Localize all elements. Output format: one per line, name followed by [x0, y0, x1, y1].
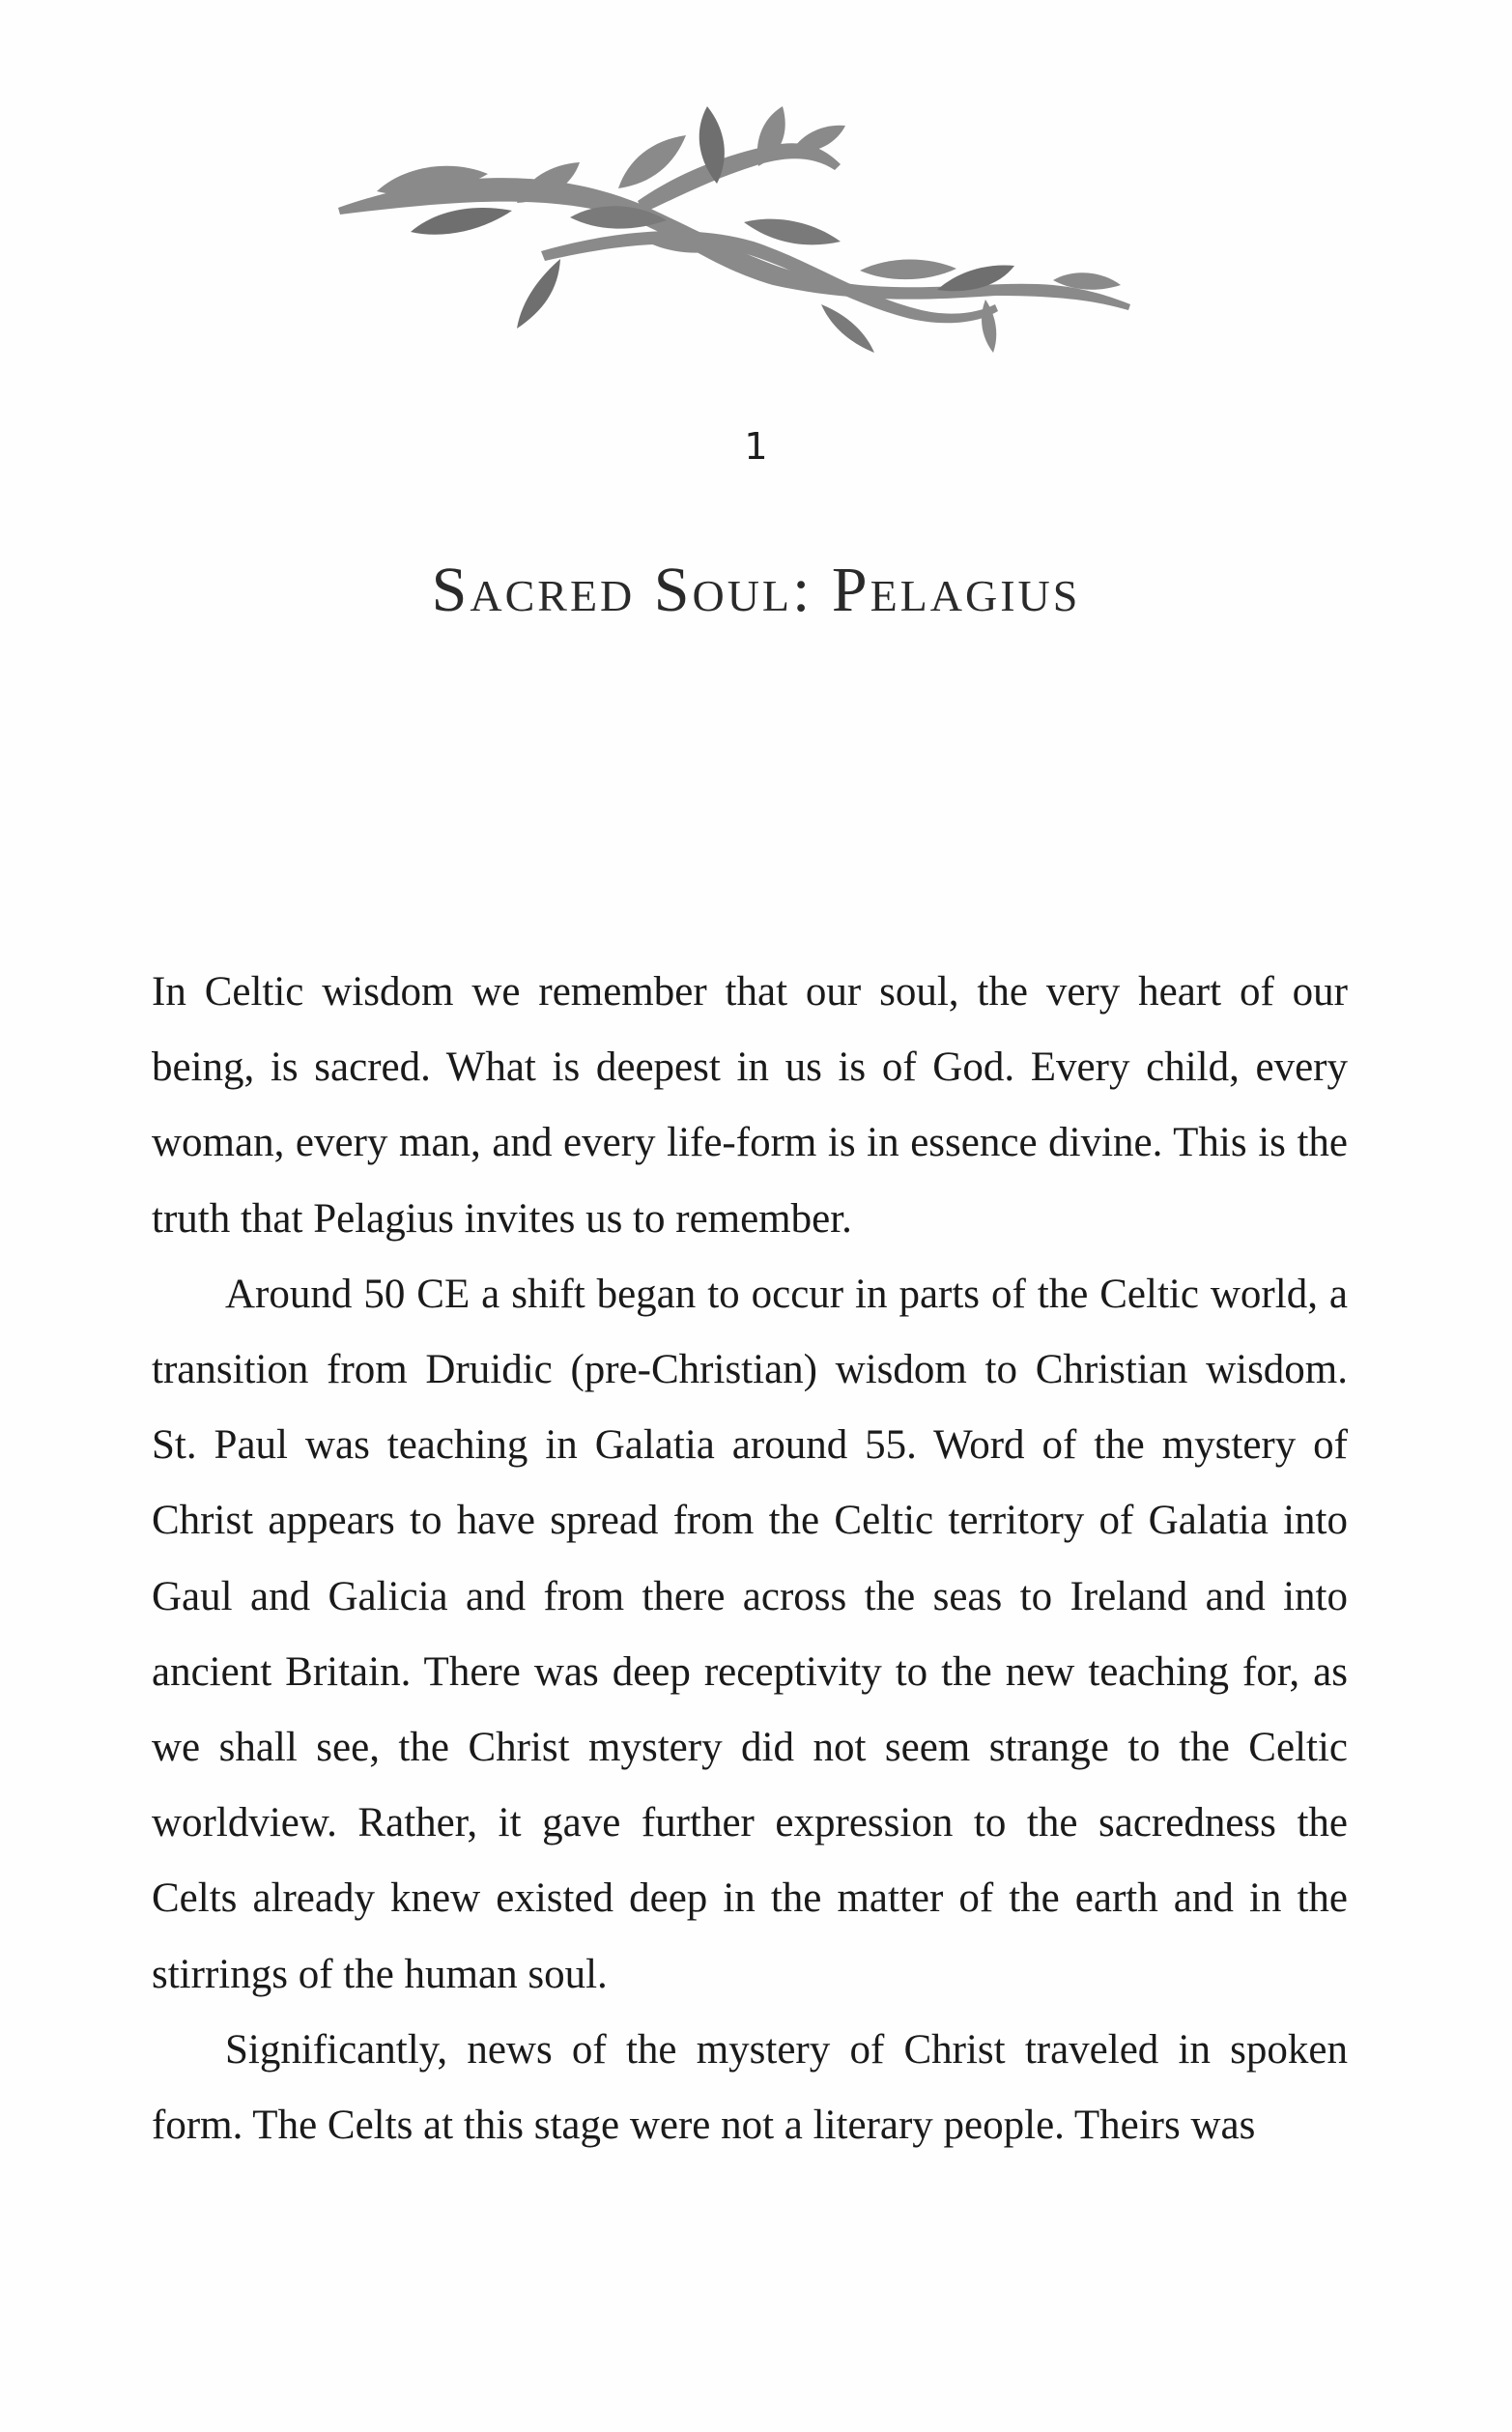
paragraph: Around 50 CE a shift began to occur in parts of the Celtic world, a transition from Druidic (pre-Christian) wisdom to Christian wisdom. St. Paul was teaching in Galatia around 55. Word of the mystery of Christ appears to have spread from the Celtic territory of Galatia into Gaul and Galicia and from there across the seas to Ireland and into ancient Britain. There was deep receptivity to the new teaching for, as we shall see, the Christ mystery did not seem strange to the Celtic worldview. Rather, it gave further expression to the sacredness the Celts already knew existed deep in the matter of the earth and in the stirrings of the human soul. — [152, 1271, 1348, 1997]
paragraph: Significantly, news of the mystery of Christ traveled in spoken form. The Celts at this stage were not a literary people. Theirs was — [152, 2026, 1348, 2149]
paragraph: In Celtic wisdom we remember that our soul, the very heart of our being, is sacred. What is deepest in us is of God. Every child, every woman, every man, and every life-form is in essence divine. This is the truth that Pelagius invites us to remember. — [152, 969, 1348, 1242]
chapter-body — [152, 955, 1348, 2163]
chapter-title: Sacred Soul: Pelagius — [431, 555, 1081, 625]
chapter-number: 1 — [744, 425, 768, 468]
vine-ornament-icon — [319, 106, 1150, 358]
